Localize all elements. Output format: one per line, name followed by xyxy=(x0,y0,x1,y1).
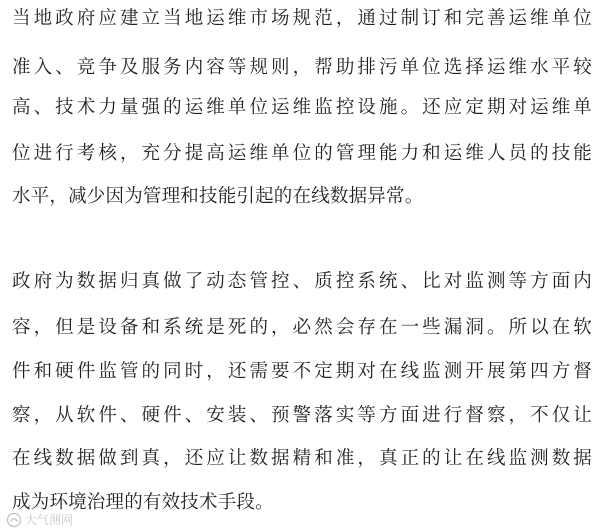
watermark-logo-icon xyxy=(6,512,22,528)
text-line: 成为环境治理的有效技术手段。 xyxy=(12,492,274,513)
text-line: 当地政府应建立当地运维市场规范，通过制订和完善运维单位 xyxy=(12,8,592,29)
text-line: 容，但是设备和系统是死的，必然会存在一些漏洞。所以在软 xyxy=(12,317,592,338)
text-line: 位进行考核，充分提高运维单位的管理能力和运维人员的技能 xyxy=(12,143,592,164)
text-line: 察，从软件、硬件、安装、预警落实等方面进行督察，不仅让 xyxy=(12,405,592,426)
watermark-text: 大气测网 xyxy=(25,513,74,527)
watermark xyxy=(6,510,73,530)
text-line: 件和硬件监管的同时，还需要不定期对在线监测开展第四方督 xyxy=(12,361,592,382)
text-line: 在线数据做到真，还应让数据精和准，真正的让在线监测数据 xyxy=(12,448,592,469)
text-line: 政府为数据归真做了动态管控、质控系统、比对监测等方面内 xyxy=(12,271,592,292)
text-line: 水平，减少因为管理和技能引起的在线数据异常。 xyxy=(12,186,424,207)
text-line: 高、技术力量强的运维单位运维监控设施。还应定期对运维单 xyxy=(12,97,592,118)
text-line: 准入、竞争及服务内容等规则，帮助排污单位选择运维水平较 xyxy=(12,57,592,78)
